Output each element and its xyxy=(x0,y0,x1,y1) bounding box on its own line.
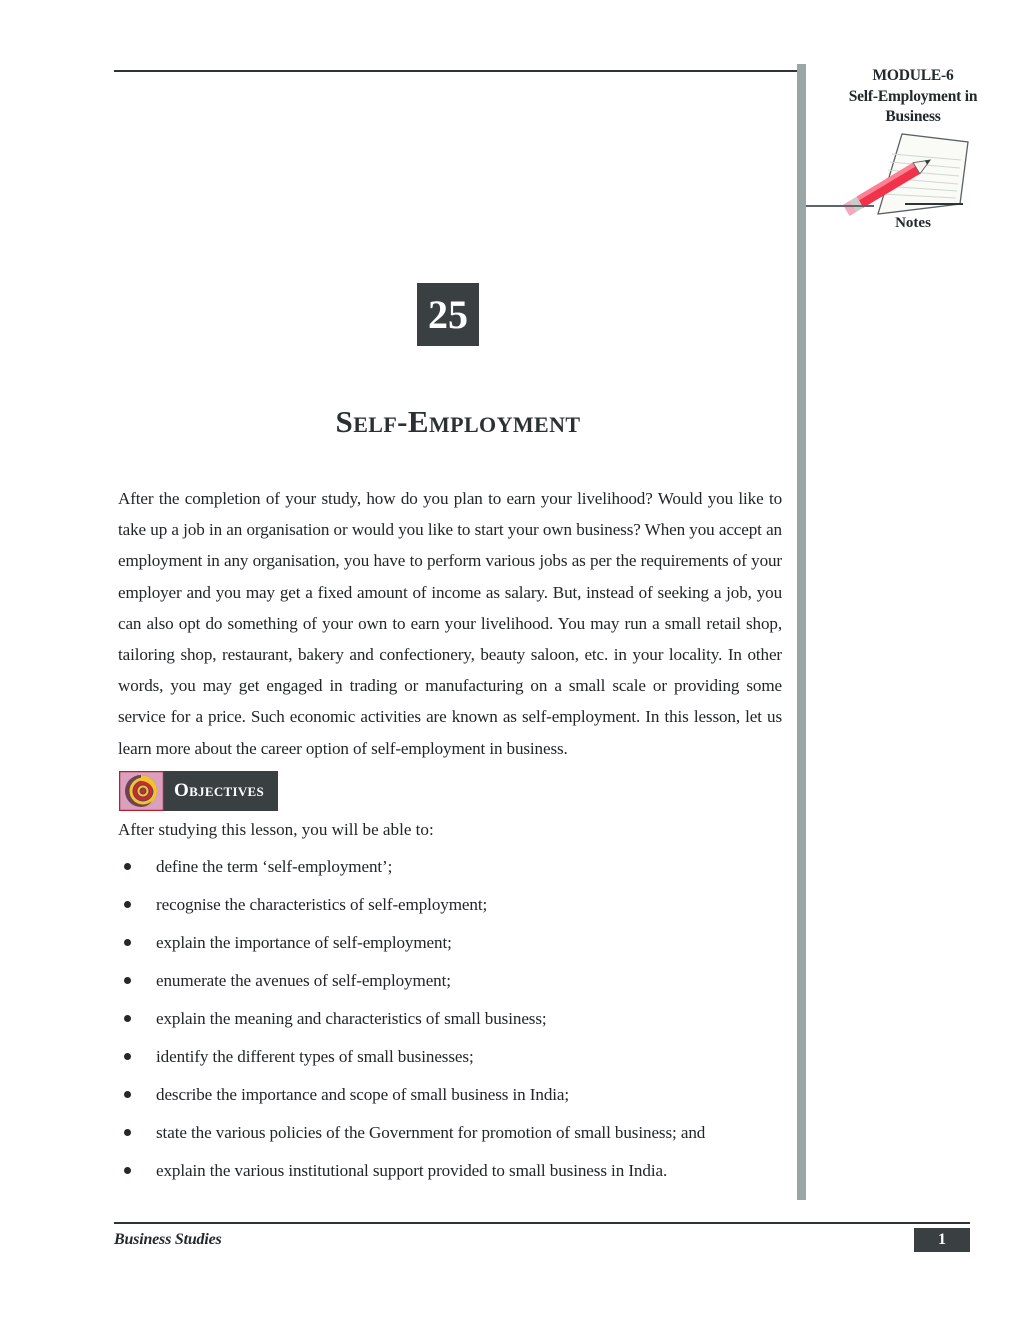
list-item-text: enumerate the avenues of self-employment; xyxy=(156,971,451,990)
module-name-line1: Self-Employment in xyxy=(848,87,978,105)
footer-subject: Business Studies xyxy=(114,1231,222,1248)
bullet-icon xyxy=(124,939,131,946)
module-name-line2: Business xyxy=(885,108,941,125)
list-item-text: define the term ‘self-employment’; xyxy=(156,857,393,876)
list-item-text: describe the importance and scope of small business in India; xyxy=(156,1085,570,1104)
bullet-icon xyxy=(124,863,131,870)
notes-label: Notes xyxy=(895,215,931,231)
intro-paragraph: After the completion of your study, how do you plan to earn your livelihood? Would you like to take up a job in an organisation or would you like to start your own business? When you accept an employment in any organisation, you have to perform various jobs as per the requirements of your employer and you may get a fixed amount of income as salary. But, instead of seeking a job, you can also opt do something of your own to earn your livelihood. You may run a small retail shop, tailoring shop, restaurant, bakery and confectionery, beauty saloon, etc. in your locality. In other words, you may get engaged in trading or manufacturing on a small scale or providing some service for a price. Such economic activities are known as self-employment. In this lesson, let us learn more about the career option of self-employment in business. xyxy=(118,489,782,758)
list-item xyxy=(118,1159,798,1197)
list-item xyxy=(118,1045,798,1083)
list-item-text: explain the importance of self-employment; xyxy=(156,933,452,952)
list-item xyxy=(118,1007,798,1045)
list-item xyxy=(118,969,798,1007)
bullet-icon xyxy=(124,1015,131,1022)
list-item-text: recognise the characteristics of self-employment; xyxy=(156,895,488,914)
list-item xyxy=(118,893,798,931)
bullet-icon xyxy=(124,1053,131,1060)
list-item-text: state the various policies of the Government for promotion of small business; and xyxy=(156,1123,706,1142)
list-item xyxy=(118,855,798,893)
objectives-list xyxy=(118,855,798,1197)
page-title: Self-Employment xyxy=(335,403,581,439)
list-item xyxy=(118,931,798,969)
notes-rule-left xyxy=(806,205,874,207)
module-header xyxy=(806,66,1020,128)
list-item xyxy=(118,1083,798,1121)
objectives-heading xyxy=(119,771,278,811)
list-item-text: explain the meaning and characteristics of small business; xyxy=(156,1009,547,1028)
chapter-number: 25 xyxy=(417,283,479,346)
objectives-lead-in: After studying this lesson, you will be able to: xyxy=(118,820,434,839)
objectives-banner-label: Objectives xyxy=(164,771,278,811)
bullet-icon xyxy=(124,1091,131,1098)
bullet-icon xyxy=(124,1129,131,1136)
notes-rule-right xyxy=(905,203,963,205)
margin-divider xyxy=(797,64,806,1200)
footer-rule xyxy=(114,1222,970,1224)
bullet-icon xyxy=(124,977,131,984)
header-rule xyxy=(114,70,802,72)
page-number-badge: 1 xyxy=(914,1228,970,1252)
bullet-icon xyxy=(124,901,131,908)
bullet-icon xyxy=(124,1167,131,1174)
list-item-text: identify the different types of small businesses; xyxy=(156,1047,474,1066)
list-item-text: explain the various institutional support provided to small business in India. xyxy=(156,1161,668,1180)
intro-section xyxy=(118,483,782,764)
objectives-target-icon xyxy=(119,771,164,811)
list-item xyxy=(118,1121,798,1159)
module-number: MODULE-6 xyxy=(872,67,954,84)
